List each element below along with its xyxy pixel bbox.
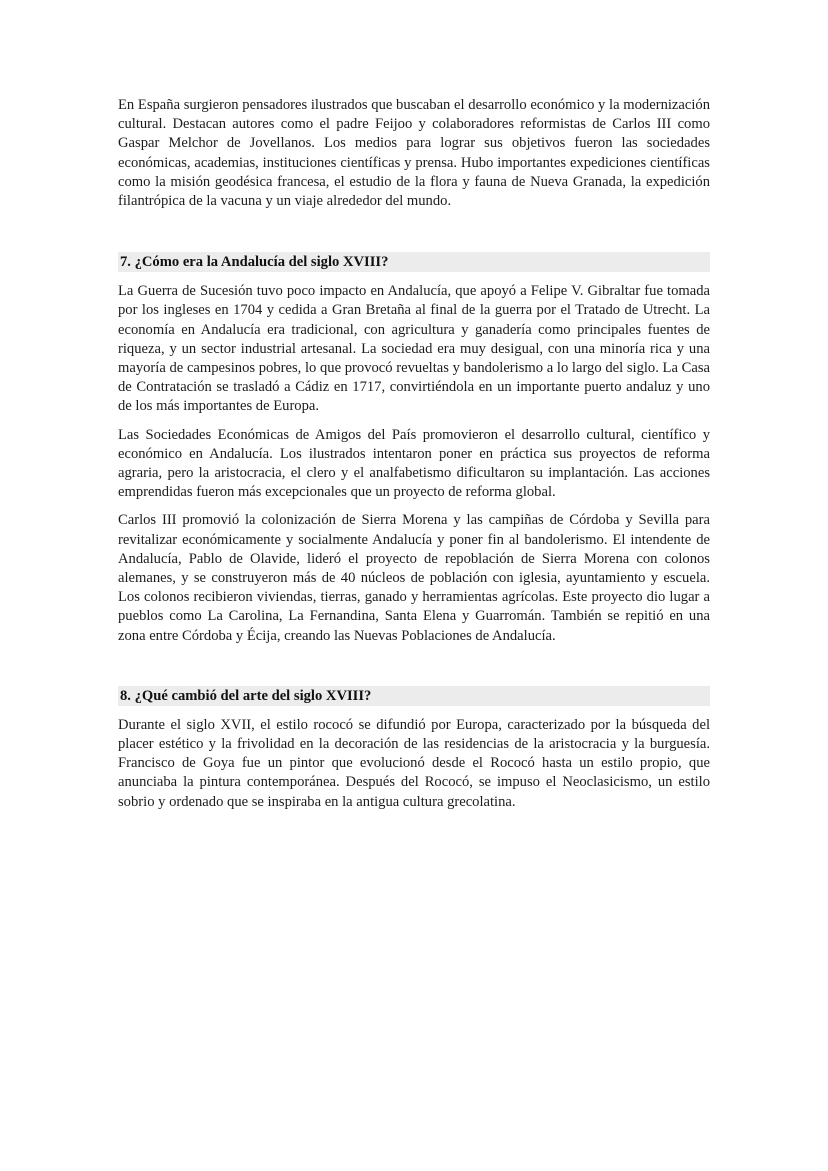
section-8-paragraph-1: Durante el siglo XVII, el estilo rococó se difundió por Europa, caracterizado por la búsqueda del placer estético y la frivolidad en la decoración de las residencias de la aristocracia y la burguesía. Francisco de Goya fue un pintor que evolucionó desde el Rococó hasta un estilo propio, que anunciaba la pintura contemporánea. Después del Rococó, se impuso el Neoclasicismo, un estilo sobrio y ordenado que se inspiraba en la antigua cultura grecolatina. — [118, 716, 710, 810]
section-7-paragraph-2: Las Sociedades Económicas de Amigos del País promovieron el desarrollo cultural, científico y económico en Andalucía. Los ilustrados intentaron poner en práctica sus proyectos de reforma agraria, pero la aristocracia, el clero y el analfabetismo dificultaron su implantación. Las acciones emprendidas fueron más excepcionales que un proyecto de reforma global. — [118, 426, 710, 501]
section-7-paragraph-1: La Guerra de Sucesión tuvo poco impacto en Andalucía, que apoyó a Felipe V. Gibraltar fue tomada por los ingleses en 1704 y cedida a Gran Bretaña al final de la guerra por el Tratado de Utrecht. La economía en Andalucía era tradicional, con agricultura y ganadería como principales fuentes de riqueza, y un sector industrial artesanal. La sociedad era muy desigual, con una minoría rica y una mayoría de campesinos pobres, lo que provocó revueltas y bandolerismo a lo largo del siglo. La Casa de Contratación se trasladó a Cádiz en 1717, convirtiéndola en un importante puerto andaluz y uno de los más importantes de Europa. — [118, 283, 710, 415]
section-7-paragraph-3: Carlos III promovió la colonización de Sierra Morena y las campiñas de Córdoba y Sevilla para revitalizar económicamente y socialmente Andalucía y poner fin al bandolerismo. El intendente de Andalucía, Pablo de Olavide, lideró el proyecto de repoblación de Sierra Morena con colonos alemanes, y se construyeron más de 40 núcleos de población con iglesia, ayuntamiento y escuela. Los colonos recibieron viviendas, tierras, ganado y herramientas agrícolas. Este proyecto dio lugar a pueblos como La Carolina, La Fernandina, Santa Elena y Guarromán. También se repitió en una zona entre Córdoba y Écija, creando las Nuevas Poblaciones de Andalucía. — [118, 512, 710, 644]
intro-paragraph: En España surgieron pensadores ilustrados que buscaban el desarrollo económico y la modernización cultural. Destacan autores como el padre Feijoo y colaboradores reformistas de Carlos III como Gaspar Melchor de Jovellanos. Los medios para lograr sus objetivos fueron las sociedades económicas, academias, instituciones científicas y prensa. Hubo importantes expediciones científicas como la misión geodésica francesa, el estudio de la flora y fauna de Nueva Granada, la expedición filantrópica de la vacuna y un viaje alrededor del mundo. — [118, 97, 710, 210]
section-8-heading: 8. ¿Qué cambió del arte del siglo XVIII? — [118, 686, 710, 706]
document-page — [118, 96, 710, 812]
section-7-heading: 7. ¿Cómo era la Andalucía del siglo XVIII? — [118, 252, 710, 272]
